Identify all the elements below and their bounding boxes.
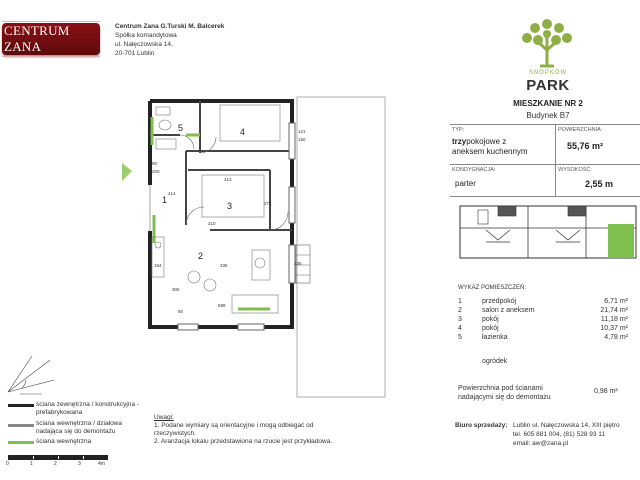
note-2: 2. Aranżacja lokalu przedstawiona na rzucie jest przykładowa.	[154, 438, 333, 445]
door-arcs	[150, 135, 288, 231]
entry-arrow-icon	[122, 163, 132, 181]
rooms-list	[458, 298, 628, 343]
room-name: łazienka	[482, 334, 508, 341]
apartment-title: MIESZKANIE NR 2	[513, 99, 583, 108]
room-number-2: 2	[198, 251, 204, 261]
company-info	[115, 22, 224, 58]
room-number-1: 1	[162, 195, 168, 205]
room-area: 21,74 m²	[600, 307, 628, 314]
room-name: salon z aneksem	[482, 307, 535, 314]
scale-4: 4m	[98, 461, 105, 467]
legend-outer-swatch	[8, 404, 34, 407]
legend-inner-line2: nadająca się do demontażu	[36, 428, 116, 435]
dim-413: 413	[224, 177, 232, 182]
dim-200: 200	[152, 169, 160, 174]
list-item	[458, 334, 628, 343]
dim-335: 335	[220, 263, 228, 268]
notes	[154, 414, 332, 446]
note-1: 1. Podane wymiary są orientacyjne i mogą odbiegać od	[154, 422, 314, 429]
room-no: 4	[458, 325, 462, 332]
scale-3: 3	[78, 461, 81, 467]
room-area: 11,18 m²	[600, 316, 628, 323]
tree-logo-icon	[518, 16, 576, 68]
legend-inner	[36, 420, 122, 436]
area-label: POWIERZCHNIA:	[558, 127, 603, 133]
room-name: pokój	[482, 316, 499, 323]
floor-value: parter	[455, 179, 476, 188]
centrum-zana-logo	[2, 23, 100, 55]
brand-sub: SNOPKÓW	[528, 70, 568, 76]
list-item	[458, 298, 628, 307]
legend-inner-line1: ściana wewnętrzna / działowa	[36, 420, 122, 427]
legend-outer	[36, 401, 139, 417]
sales-label: Biuro sprzedaży:	[455, 422, 508, 429]
sales-details	[513, 421, 620, 448]
building-key-plan	[458, 200, 638, 264]
company-city: 20-701 Lublin	[115, 50, 155, 57]
dim-121: 121	[298, 129, 306, 134]
room-name: przedpokój	[482, 298, 517, 305]
room-no: 1	[458, 298, 462, 305]
dim-414: 414	[168, 191, 176, 196]
area-value: 55,76 m²	[567, 141, 604, 151]
sales-office	[455, 421, 507, 430]
company-type: Spółka komandytowa	[115, 32, 177, 39]
room-area: 6,71 m²	[604, 298, 628, 305]
room-no: 3	[458, 316, 462, 323]
garden-label: ogródek	[482, 358, 508, 365]
logo-text: CENTRUM ZANA	[2, 21, 100, 57]
windows	[178, 123, 295, 330]
legend-inner-swatch	[8, 441, 34, 444]
dim-305: 305	[172, 287, 180, 292]
room-no: 5	[458, 334, 462, 341]
dim-588: 588	[218, 303, 226, 308]
room-number-4: 4	[240, 127, 246, 137]
floor-label: KONDYGNACJA:	[452, 167, 496, 173]
info-mid-line	[450, 164, 640, 165]
legend-demolish-swatch	[8, 424, 34, 427]
floor-plan	[120, 95, 420, 405]
type-value	[452, 137, 528, 157]
type-rest2: aneksem kuchennym	[452, 147, 528, 156]
type-label: TYP:	[452, 127, 465, 133]
list-item	[458, 307, 628, 316]
building-name: Budynek B7	[526, 111, 570, 120]
room-number-5: 5	[178, 123, 184, 133]
dim-90: 90	[152, 161, 158, 166]
note-1b: rzeczywistych.	[154, 430, 196, 437]
room-name: pokój	[482, 325, 499, 332]
key-plan-highlight	[608, 224, 634, 258]
scale-0: 0	[6, 461, 9, 467]
height-label: WYSOKOŚĆ:	[558, 167, 592, 173]
scale-bar	[8, 455, 108, 460]
company-name: Centrum Zana G.Turski M. Balcerek	[115, 23, 225, 30]
scale-2: 2	[54, 461, 57, 467]
legend-inner-wall: ściana wewnętrzna	[36, 438, 92, 445]
walls-area-label2: nadającymi się do demontażu	[458, 394, 551, 401]
dim-80: 80	[178, 309, 184, 314]
room-area: 10,37 m²	[600, 325, 628, 332]
scale-1: 1	[30, 461, 33, 467]
walls-area-label	[458, 384, 551, 402]
sales-phone: tel. 605 881 004, (81) 528 93 11	[513, 431, 606, 438]
room-no: 2	[458, 307, 462, 314]
type-bold: trzy	[452, 137, 467, 146]
furniture	[152, 105, 280, 313]
dim-154: 154	[154, 263, 162, 268]
walls-area-value: 0,98 m²	[594, 388, 618, 395]
inner-walls	[150, 101, 292, 230]
room-number-3: 3	[227, 201, 233, 211]
company-street: ul. Nałęczowska 14,	[115, 41, 173, 48]
height-value: 2,55 m	[585, 179, 614, 189]
compass-icon	[2, 352, 58, 398]
notes-title: Uwagi:	[154, 414, 174, 421]
walls-area-label1: Powierzchnia pod ścianami	[458, 385, 543, 392]
legend-outer-line2: prefabrykowana	[36, 409, 83, 416]
room-area: 4,78 m²	[604, 334, 628, 341]
info-divider	[555, 124, 556, 196]
legend-outer-line1: ściana zewnętrzna / konstrukcyjna -	[36, 401, 139, 408]
list-item	[458, 325, 628, 334]
dim-235: 235	[294, 261, 302, 266]
dim-210: 210	[208, 221, 216, 226]
brand-main: PARK	[526, 77, 570, 94]
dim-150: 150	[298, 137, 306, 142]
dim-271: 271	[264, 201, 272, 206]
info-top-line	[450, 124, 640, 125]
list-item	[458, 316, 628, 325]
info-bottom-line	[450, 196, 640, 197]
type-rest1: pokojowe z	[466, 137, 507, 146]
sales-address: Lublin ul. Nałęczowska 14, XIII piętro	[513, 422, 620, 429]
sales-email: email: aw@zana.pl	[513, 440, 569, 447]
rooms-title: WYKAZ POMIESZCZEŃ:	[458, 285, 527, 291]
